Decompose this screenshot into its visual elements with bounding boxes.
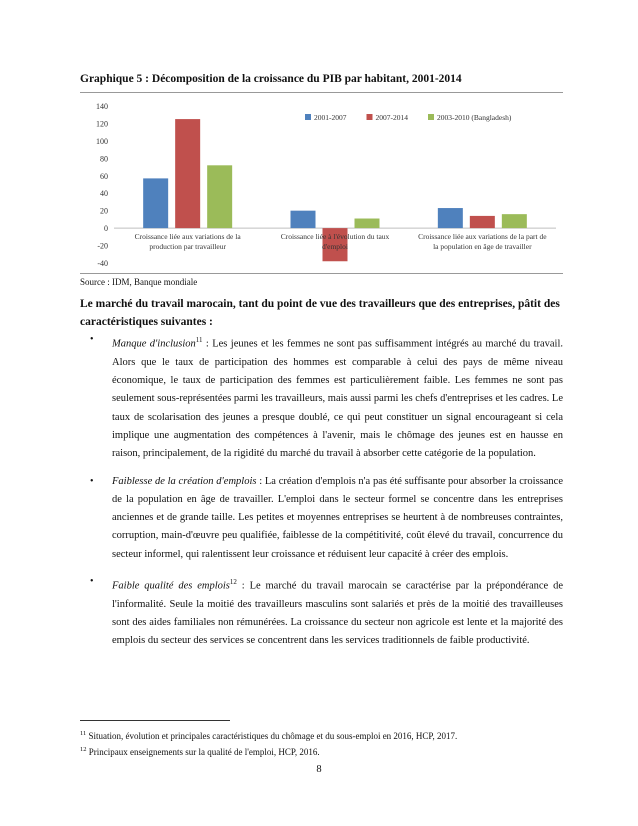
y-tick-label: -40 [97, 259, 108, 268]
footnote-number: 12 [80, 746, 87, 753]
figure-top-rule [80, 92, 563, 93]
bullet-text: Le marché du travail marocain se caractérise par la prépondérance de l'informalité. Seule la moitié des travailleurs masculins sont salariés et près de la moitié des travailleuses sont des aides familiales non rémunérées. La croissance du secteur non agricole est lente et la majorité des emplois du secteur des services se concentrent dans les services traditionnels de faible productivité. [112, 580, 564, 647]
y-tick-label: 140 [96, 102, 108, 111]
y-tick-label: 100 [96, 136, 108, 146]
legend-label: 2001-2007 [314, 113, 347, 122]
bar [438, 208, 463, 228]
intro-paragraph: Le marché du travail marocain, tant du point de vue des travailleurs que des entreprises, pâtit des caractéristiques suivantes : [80, 298, 560, 328]
y-tick-label: 60 [100, 171, 108, 181]
bullet-icon: • [90, 576, 94, 588]
footnote [80, 743, 563, 759]
bar [207, 165, 232, 228]
bullet-list [80, 331, 563, 660]
bar [175, 119, 200, 228]
legend-swatch [367, 114, 373, 120]
y-tick-label: 0 [104, 224, 108, 234]
bullet-separator: : [236, 580, 250, 592]
category-label: Croissance liée aux variations de la part de [418, 232, 547, 242]
category-label: production par travailleur [149, 242, 226, 252]
bullet-item [80, 573, 563, 651]
figure-source: Source : IDM, Banque mondiale [80, 277, 198, 287]
bullet-separator: : [202, 338, 213, 350]
footnote-ref: 12 [229, 578, 237, 587]
bullet-icon: • [90, 475, 94, 487]
legend-label: 2003-2010 (Bangladesh) [437, 113, 512, 122]
category-label: Croissance liée aux variations de la [134, 232, 241, 242]
bullet-term: Faible qualité des emplois [112, 580, 230, 592]
footnote-text: Situation, évolution et principales caractéristiques du chômage et du sous-emploi en 2016, HCP, 2017. [88, 731, 458, 741]
bar [291, 211, 316, 228]
category-label: d'emploi [322, 242, 348, 252]
footnote-number: 11 [80, 730, 87, 737]
y-tick-label: 40 [100, 189, 108, 199]
y-tick-label: 20 [100, 206, 108, 216]
page-number: 8 [316, 764, 322, 775]
bar [502, 214, 527, 228]
figure-title: Graphique 5 : Décomposition de la croissance du PIB par habitant, 2001-2014 [80, 73, 462, 85]
footnotes [80, 727, 563, 759]
legend-label: 2007-2014 [375, 113, 408, 122]
bullet-text: La création d'emplois n'a pas été suffisante pour absorber la croissance de la population en âge de travailler. L'emploi dans le secteur formel se concentre dans les entreprises anciennes et de grande taille. Les petites et moyennes entreprises se heurtent à de nombreuses contraintes, corruption, main-d'œuvre peu qualifiée, faiblesse de la compétitivité, coût élevé du travail, concurrence du secteur informel, qui ralentissent leur croissance et réduisent leur capacité à créer des emplois. [112, 475, 563, 560]
footnote-ref: 11 [195, 336, 203, 344]
category-label: Croissance liée à l'évolution du taux [280, 232, 390, 242]
bar [355, 219, 380, 229]
bullet-separator: : [256, 475, 265, 487]
bullet-term: Manque d'inclusion [112, 338, 196, 350]
legend-swatch [305, 114, 311, 120]
category-label: la population en âge de travailler [433, 242, 532, 252]
bullet-item [80, 331, 563, 464]
bullet-icon: • [90, 334, 94, 345]
y-tick-label: 120 [96, 119, 108, 129]
footnote [80, 727, 563, 743]
footnote-text: Principaux enseignements sur la qualité de l'emploi, HCP, 2016. [88, 747, 320, 757]
bullet-text: Les jeunes et les femmes ne sont pas suffisamment intégrés au marché du travail. Alors que le taux de participation des hommes est comparable à celui des pays de même niveau économique, le taux de participation des femmes est particulièrement faible. Les femmes ne sont pas seulement sous-représentées parmi les travailleurs, mais aussi parmi les chefs d'entreprises et les cadres. Le taux de scolarisation des jeunes a presque doublé, ce qui peut constituer un signal encourageant si cela implique une augmentation des compétences à l'avenir, mais le chômage des jeunes est en hausse en raison, principalement, de la rigidité du marché du travail à absorber cette catégorie de la population. [112, 338, 564, 460]
y-tick-label: 80 [100, 154, 108, 164]
y-tick-label: -20 [97, 241, 108, 251]
bullet-item [80, 473, 563, 564]
legend-swatch [428, 114, 434, 120]
bar [143, 178, 168, 228]
bar [470, 216, 495, 228]
bar-chart [80, 95, 563, 271]
footnote-rule [80, 720, 230, 721]
bullet-term: Faiblesse de la création d'emplois [112, 475, 257, 487]
figure-bottom-rule [80, 273, 563, 274]
